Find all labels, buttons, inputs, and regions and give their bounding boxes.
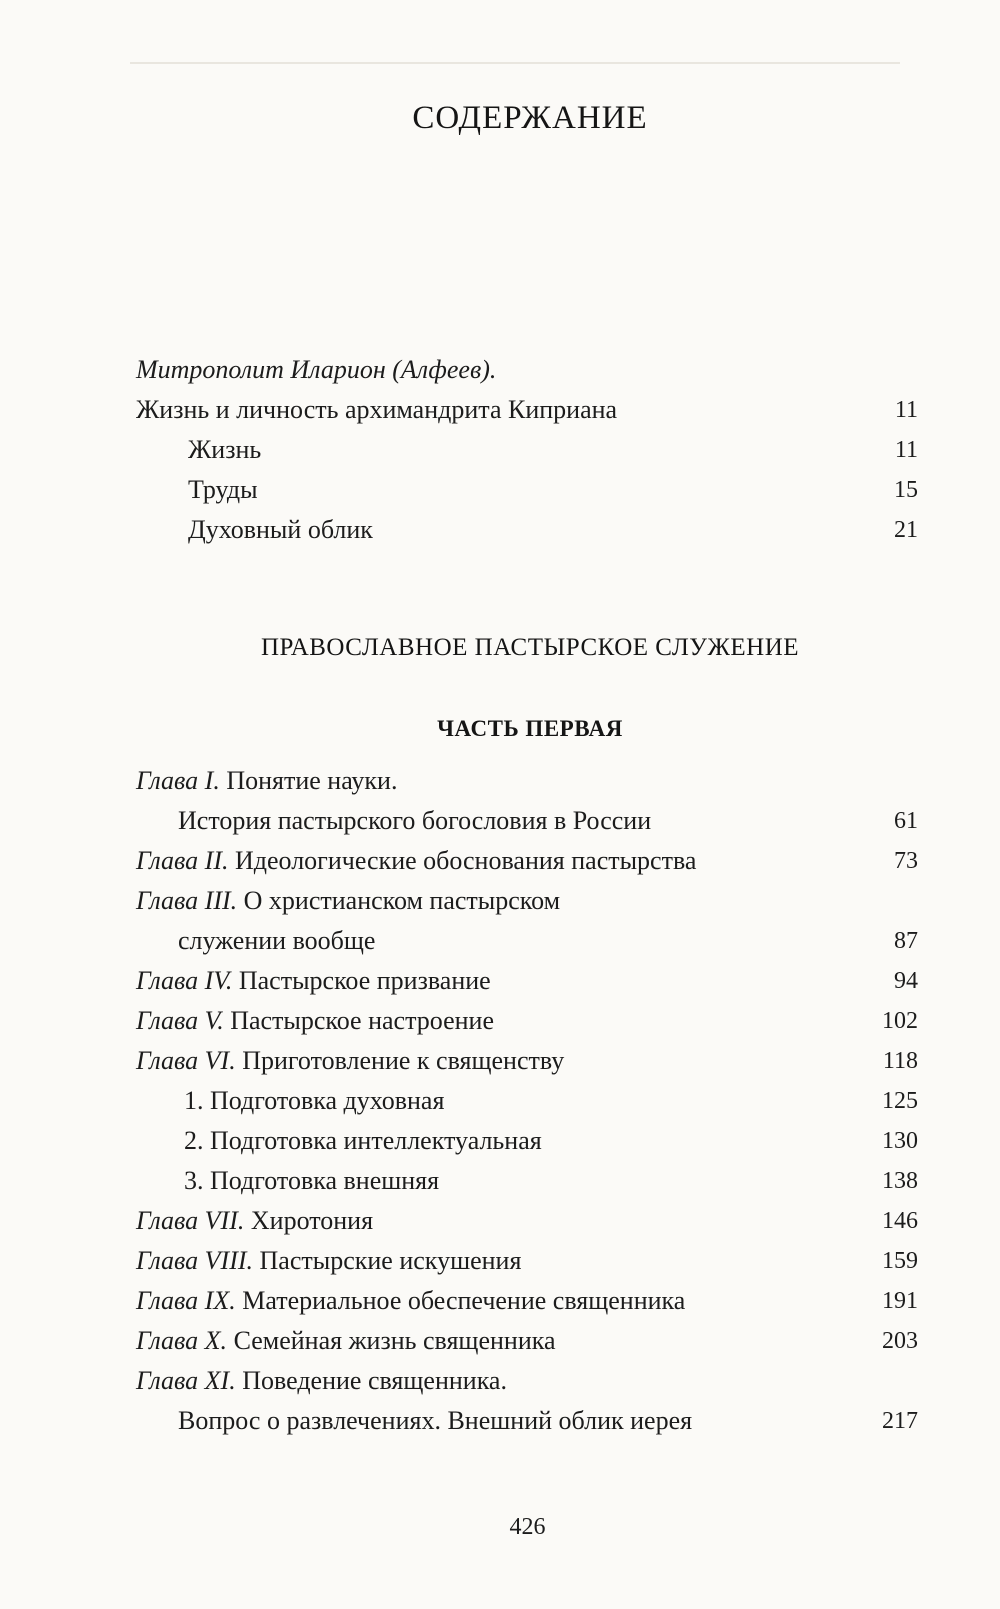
- entry-title: Труды: [188, 475, 258, 504]
- toc-chapter-continuation[interactable]: [136, 1401, 918, 1441]
- page-ref: 102: [882, 1008, 918, 1034]
- chapter-label: Глава V.: [136, 1006, 224, 1035]
- chapter-label: Глава IV.: [136, 966, 233, 995]
- page-ref: 118: [882, 1048, 918, 1074]
- entry-title: Семейная жизнь священника: [233, 1326, 556, 1355]
- entry-title: История пастырского богословия в России: [178, 806, 652, 835]
- toc-chapter[interactable]: [136, 1201, 918, 1241]
- chapter-label: Глава VI.: [136, 1046, 236, 1075]
- toc-subentry[interactable]: [136, 510, 918, 550]
- toc-chapter[interactable]: [136, 1281, 918, 1321]
- toc-subentry[interactable]: [136, 1161, 918, 1201]
- toc-chapter[interactable]: [136, 761, 918, 801]
- section-title: ПРАВОСЛАВНОЕ ПАСТЫРСКОЕ СЛУЖЕНИЕ: [260, 634, 800, 661]
- part-title: ЧАСТЬ ПЕРВАЯ: [437, 716, 623, 741]
- chapter-label: Глава XI.: [136, 1366, 236, 1395]
- entry-title: Понятие науки.: [226, 766, 398, 795]
- toc-chapter[interactable]: [136, 1041, 918, 1081]
- chapter-label: Глава IX.: [136, 1286, 236, 1315]
- toc-chapter[interactable]: [136, 841, 918, 881]
- page-ref: 87: [894, 928, 918, 954]
- page-ref: 159: [882, 1248, 918, 1274]
- chapter-label: Глава VIII.: [136, 1246, 254, 1275]
- toc-chapter-continuation[interactable]: [136, 921, 918, 961]
- page-ref: 191: [882, 1288, 918, 1314]
- page-ref: 125: [882, 1088, 918, 1114]
- page-ref: 11: [894, 397, 918, 423]
- toc-chapter[interactable]: [136, 1001, 918, 1041]
- toc-author-line: [136, 350, 918, 390]
- toc-subentry[interactable]: [136, 470, 918, 510]
- entry-title: Хиротония: [250, 1206, 374, 1235]
- entry-title: Поведение священника.: [242, 1366, 507, 1395]
- toc-entry[interactable]: [136, 390, 918, 430]
- chapter-label: Глава II.: [136, 846, 229, 875]
- toc-chapter[interactable]: [136, 1361, 918, 1401]
- page-ref: 11: [894, 437, 918, 463]
- chapter-label: Глава I.: [136, 766, 220, 795]
- page-ref: 61: [894, 808, 918, 834]
- entry-title: Пастырское призвание: [238, 966, 491, 995]
- entry-title: Пастырские искушения: [259, 1246, 522, 1275]
- chapter-label: Глава III.: [136, 886, 238, 915]
- page-ref: 15: [894, 477, 918, 503]
- author-name: Митрополит Иларион (Алфеев).: [136, 355, 497, 384]
- entry-title: Жизнь и личность архимандрита Киприана: [136, 395, 618, 424]
- toc-chapter-continuation[interactable]: [136, 801, 918, 841]
- entry-title: служении вообще: [178, 926, 376, 955]
- entry-title: 2. Подготовка интеллектуальная: [184, 1126, 542, 1155]
- page-ref: 21: [894, 517, 918, 543]
- toc-subentry[interactable]: [136, 430, 918, 470]
- chapter-label: Глава X.: [136, 1326, 228, 1355]
- entry-title: Материальное обеспечение священника: [242, 1286, 686, 1315]
- toc-chapter[interactable]: [136, 881, 918, 921]
- entry-title: Духовный облик: [188, 515, 373, 544]
- page-ref: 94: [894, 968, 918, 994]
- entry-title: Пастырское настроение: [230, 1006, 494, 1035]
- page-ref: 138: [882, 1168, 918, 1194]
- page-ref: 203: [882, 1328, 918, 1354]
- entry-title: Жизнь: [188, 435, 262, 464]
- entry-title: Идеологические обоснования пастырства: [235, 846, 697, 875]
- entry-title: Приготовление к священству: [242, 1046, 565, 1075]
- entry-title: 3. Подготовка внешняя: [184, 1166, 440, 1195]
- page-title: СОДЕРЖАНИЕ: [412, 100, 648, 136]
- chapter-label: Глава VII.: [136, 1206, 245, 1235]
- toc-subentry[interactable]: [136, 1121, 918, 1161]
- toc-chapter[interactable]: [136, 961, 918, 1001]
- page-ref: 130: [882, 1128, 918, 1154]
- page-ref: 217: [882, 1408, 918, 1434]
- page-number: 426: [509, 1514, 546, 1540]
- toc-chapter[interactable]: [136, 1321, 918, 1361]
- entry-title: О христианском пастырском: [243, 886, 561, 915]
- entry-title: Вопрос о развлечениях. Внешний облик иерея: [178, 1406, 693, 1435]
- page-ref: 73: [894, 848, 918, 874]
- entry-title: 1. Подготовка духовная: [184, 1086, 445, 1115]
- toc-chapter[interactable]: [136, 1241, 918, 1281]
- toc-subentry[interactable]: [136, 1081, 918, 1121]
- page-ref: 146: [882, 1208, 918, 1234]
